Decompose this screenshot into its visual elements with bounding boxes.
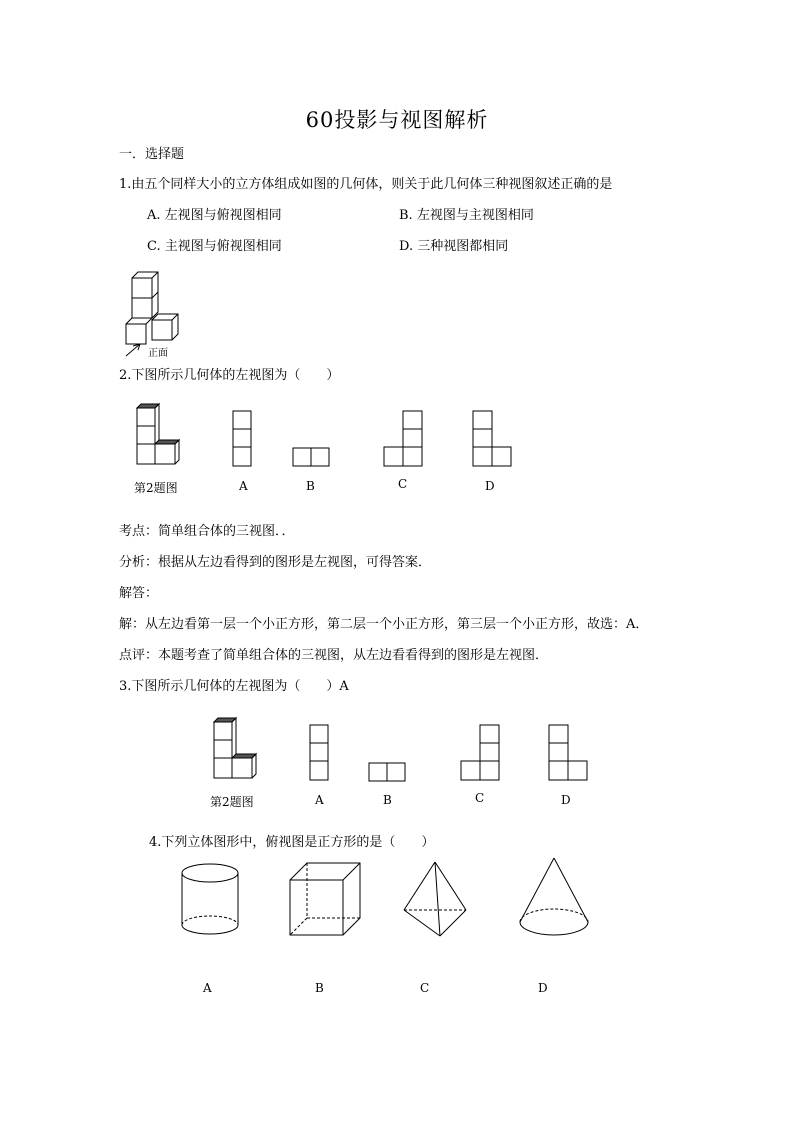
q2-caption-c: C <box>398 477 408 491</box>
q2-option-d-figure <box>472 410 514 468</box>
q1-option-b: B. 左视图与主视图相同 <box>399 208 534 223</box>
q4-caption-c: C <box>420 981 430 995</box>
cube-figure <box>287 860 363 938</box>
q3-solid-figure <box>210 716 260 782</box>
q1-text: 1.由五个同样大小的立方体组成如图的几何体，则关于此几何体三种视图叙述正确的是 <box>119 177 613 192</box>
q1-option-d: D. 三种视图都相同 <box>399 239 509 254</box>
q2-caption-d: D <box>485 479 495 493</box>
q2-answer-heading: 解答： <box>119 586 159 601</box>
q2-solid-figure <box>133 402 183 468</box>
q2-text: 2.下图所示几何体的左视图为（ ） <box>119 368 340 383</box>
q2-comment: 点评：本题考查了简单组合体的三视图，从左边看看得到的图形是左视图． <box>119 648 549 663</box>
cylinder-figure <box>179 862 241 940</box>
q4-caption-b: B <box>315 981 324 995</box>
q3-caption-d: D <box>561 793 571 807</box>
section-heading: 一．选择题 <box>119 147 185 162</box>
front-label: 正面 <box>148 348 168 359</box>
q2-option-b-figure <box>292 447 332 467</box>
cone-figure <box>518 856 590 940</box>
q4-text: 4.下列立体图形中，俯视图是正方形的是（ ） <box>149 835 435 850</box>
q2-analysis: 分析：根据从左边看得到的图形是左视图，可得答案． <box>119 555 432 570</box>
q3-option-d-figure <box>548 724 590 782</box>
q3-caption-a: A <box>315 793 324 807</box>
q3-option-c-figure <box>460 724 502 782</box>
pyramid-figure <box>402 860 468 938</box>
q1-option-c: C. 主视图与俯视图相同 <box>147 239 282 254</box>
q2-key-point: 考点：简单组合体的三视图．． <box>119 524 295 539</box>
q3-caption-c: C <box>475 791 485 805</box>
q2-caption-b: B <box>306 479 315 493</box>
q2-option-a-figure <box>232 410 252 468</box>
q3-text: 3.下图所示几何体的左视图为（ ）A <box>119 679 349 694</box>
q2-caption-figure: 第2题图 <box>134 481 178 495</box>
q3-caption-b: B <box>383 793 392 807</box>
q1-option-a: A. 左视图与俯视图相同 <box>147 208 282 223</box>
q2-option-c-figure <box>383 410 425 468</box>
q2-solution: 解：从左边看第一层一个小正方形，第二层一个小正方形，第三层一个小正方形，故选：A． <box>119 617 649 632</box>
q3-option-b-figure <box>368 762 408 782</box>
q3-caption-figure: 第2题图 <box>210 795 254 809</box>
page-title: 60投影与视图解析 <box>305 108 489 132</box>
q4-caption-a: A <box>203 981 212 995</box>
q3-option-a-figure <box>309 724 329 782</box>
q2-caption-a: A <box>239 479 248 493</box>
q4-caption-d: D <box>538 981 548 995</box>
